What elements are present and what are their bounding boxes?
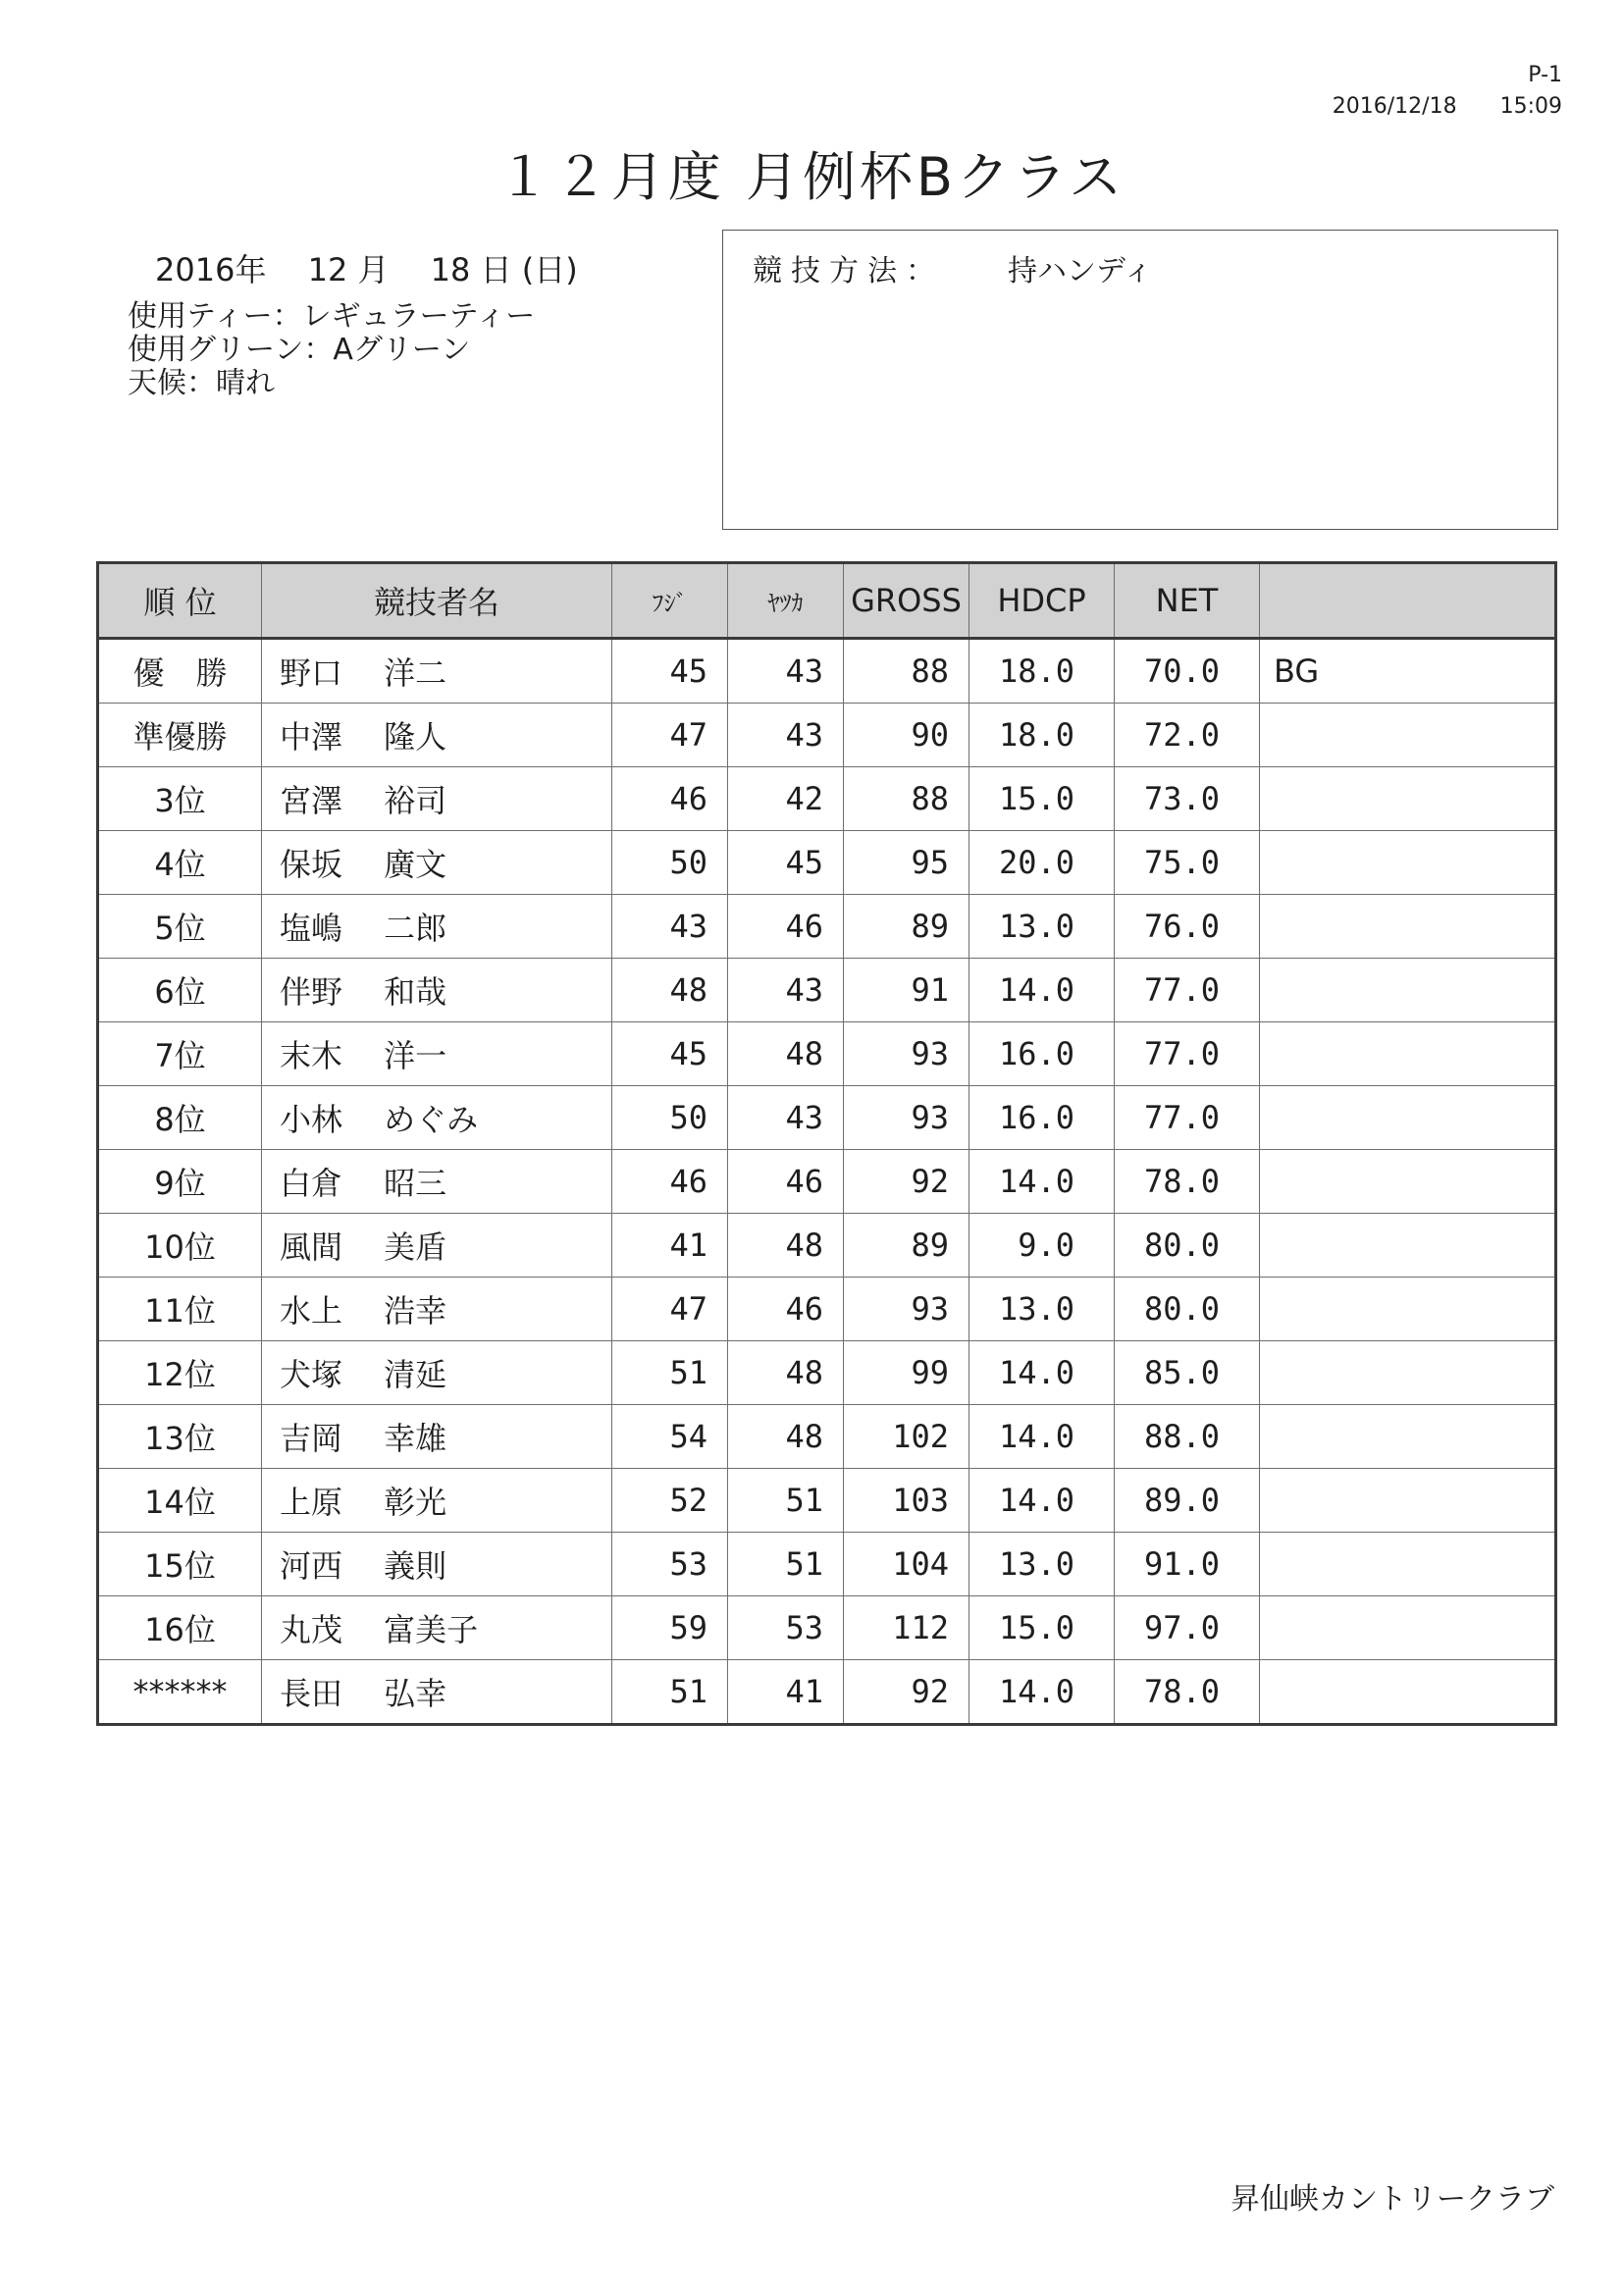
table-row [98,704,1556,767]
cell-hdcp: 15.0 [969,1596,1115,1660]
cell-gross: 92 [844,1150,969,1214]
cell-note [1260,1278,1556,1341]
cell-yatsuka: 43 [728,704,844,767]
cell-net: 73.0 [1115,767,1260,831]
cell-gross: 102 [844,1405,969,1469]
cell-yatsuka: 43 [728,639,844,704]
cell-yatsuka: 41 [728,1660,844,1725]
cell-gross: 88 [844,767,969,831]
cell-fuji: 53 [612,1533,728,1596]
cell-hdcp: 14.0 [969,1150,1115,1214]
cell-player-name: 末木 洋一 [262,1022,612,1086]
table-row [98,959,1556,1022]
cell-player-name: 犬塚 清延 [262,1341,612,1405]
cell-hdcp: 14.0 [969,1469,1115,1533]
cell-note [1260,1086,1556,1150]
cell-player-name: 小林 めぐみ [262,1086,612,1150]
cell-player-name: 伴野 和哉 [262,959,612,1022]
cell-player-name: 保坂 廣文 [262,831,612,895]
cell-net: 91.0 [1115,1533,1260,1596]
cell-hdcp: 15.0 [969,767,1115,831]
cell-fuji: 45 [612,639,728,704]
cell-note [1260,704,1556,767]
cell-yatsuka: 48 [728,1405,844,1469]
cell-net: 77.0 [1115,1022,1260,1086]
results-table [96,561,1557,1726]
results-body [98,639,1556,1725]
cell-yatsuka: 53 [728,1596,844,1660]
table-row [98,1405,1556,1469]
table-row [98,767,1556,831]
cell-rank: 10位 [98,1214,262,1278]
col-yatsuka: ﾔﾂｶ [728,563,844,639]
tee-info: 使用ティー：レギュラーティー [128,299,536,334]
cell-net: 78.0 [1115,1150,1260,1214]
cell-player-name: 風間 美盾 [262,1214,612,1278]
competition-method-box [722,230,1558,530]
cell-rank: 11位 [98,1278,262,1341]
cell-gross: 93 [844,1086,969,1150]
cell-rank: 12位 [98,1341,262,1405]
cell-hdcp: 14.0 [969,1660,1115,1725]
cell-rank: 6位 [98,959,262,1022]
cell-note [1260,831,1556,895]
cell-rank: 準優勝 [98,704,262,767]
green-info: 使用グリーン：Aグリーン [128,333,471,367]
cell-net: 76.0 [1115,895,1260,959]
cell-yatsuka: 51 [728,1533,844,1596]
cell-fuji: 43 [612,895,728,959]
cell-net: 80.0 [1115,1214,1260,1278]
cell-yatsuka: 46 [728,1150,844,1214]
cell-gross: 112 [844,1596,969,1660]
cell-rank: 9位 [98,1150,262,1214]
cell-gross: 88 [844,639,969,704]
table-row [98,1022,1556,1086]
cell-gross: 92 [844,1660,969,1725]
col-note [1260,563,1556,639]
cell-fuji: 48 [612,959,728,1022]
cell-note [1260,767,1556,831]
cell-gross: 89 [844,895,969,959]
cell-gross: 91 [844,959,969,1022]
cell-fuji: 51 [612,1660,728,1725]
cell-yatsuka: 46 [728,1278,844,1341]
cell-player-name: 水上 浩幸 [262,1278,612,1341]
cell-note [1260,1405,1556,1469]
cell-rank: 8位 [98,1086,262,1150]
cell-gross: 104 [844,1533,969,1596]
cell-rank: ****** [98,1660,262,1725]
cell-gross: 95 [844,831,969,895]
col-rank: 順 位 [98,563,262,639]
col-hdcp: HDCP [969,563,1115,639]
col-player-name: 競技者名 [262,563,612,639]
cell-note [1260,1150,1556,1214]
table-row [98,639,1556,704]
print-date: 2016/12/18 [1332,94,1457,119]
cell-hdcp: 14.0 [969,959,1115,1022]
table-row [98,1086,1556,1150]
cell-net: 85.0 [1115,1341,1260,1405]
cell-hdcp: 14.0 [969,1405,1115,1469]
cell-gross: 93 [844,1278,969,1341]
table-row [98,1533,1556,1596]
cell-net: 88.0 [1115,1405,1260,1469]
cell-net: 77.0 [1115,959,1260,1022]
table-row [98,1150,1556,1214]
cell-note [1260,1022,1556,1086]
cell-fuji: 46 [612,1150,728,1214]
cell-note [1260,895,1556,959]
cell-fuji: 41 [612,1214,728,1278]
table-row [98,1596,1556,1660]
cell-net: 78.0 [1115,1660,1260,1725]
cell-player-name: 丸茂 富美子 [262,1596,612,1660]
weather-info: 天候：晴れ [128,366,275,400]
cell-player-name: 野口 洋二 [262,639,612,704]
cell-yatsuka: 48 [728,1022,844,1086]
cell-hdcp: 18.0 [969,704,1115,767]
cell-gross: 103 [844,1469,969,1533]
cell-player-name: 宮澤 裕司 [262,767,612,831]
cell-note [1260,1660,1556,1725]
cell-hdcp: 20.0 [969,831,1115,895]
cell-fuji: 50 [612,831,728,895]
cell-gross: 93 [844,1022,969,1086]
col-net: NET [1115,563,1260,639]
cell-note: BG [1260,639,1556,704]
cell-player-name: 塩嶋 二郎 [262,895,612,959]
event-date: 2016年 12 月 18 日 (日) [155,251,578,288]
cell-net: 89.0 [1115,1469,1260,1533]
cell-rank: 4位 [98,831,262,895]
cell-note [1260,1469,1556,1533]
conditions-block [128,300,535,400]
cell-rank: 13位 [98,1405,262,1469]
table-row [98,1660,1556,1725]
cell-net: 97.0 [1115,1596,1260,1660]
cell-note [1260,1596,1556,1660]
cell-yatsuka: 48 [728,1214,844,1278]
cell-note [1260,959,1556,1022]
cell-net: 72.0 [1115,704,1260,767]
cell-net: 70.0 [1115,639,1260,704]
table-row [98,1214,1556,1278]
header-row [98,563,1556,639]
col-fuji: ﾌｼﾞ [612,563,728,639]
cell-player-name: 白倉 昭三 [262,1150,612,1214]
cell-gross: 89 [844,1214,969,1278]
page-number: P-1 [1528,63,1562,87]
cell-yatsuka: 43 [728,1086,844,1150]
cell-note [1260,1214,1556,1278]
method-value: 持ハンディ [1008,254,1153,288]
cell-yatsuka: 48 [728,1341,844,1405]
cell-hdcp: 13.0 [969,1533,1115,1596]
cell-hdcp: 13.0 [969,1278,1115,1341]
cell-hdcp: 9.0 [969,1214,1115,1278]
cell-player-name: 吉岡 幸雄 [262,1405,612,1469]
cell-fuji: 51 [612,1341,728,1405]
cell-hdcp: 13.0 [969,895,1115,959]
cell-rank: 16位 [98,1596,262,1660]
table-row [98,895,1556,959]
cell-yatsuka: 43 [728,959,844,1022]
print-datetime [1333,94,1562,119]
cell-player-name: 中澤 隆人 [262,704,612,767]
table-row [98,1469,1556,1533]
cell-hdcp: 16.0 [969,1022,1115,1086]
cell-fuji: 50 [612,1086,728,1150]
cell-note [1260,1533,1556,1596]
cell-fuji: 59 [612,1596,728,1660]
cell-hdcp: 14.0 [969,1341,1115,1405]
cell-gross: 99 [844,1341,969,1405]
cell-player-name: 長田 弘幸 [262,1660,612,1725]
table-row [98,831,1556,895]
cell-yatsuka: 51 [728,1469,844,1533]
cell-yatsuka: 42 [728,767,844,831]
cell-fuji: 52 [612,1469,728,1533]
cell-rank: 7位 [98,1022,262,1086]
cell-fuji: 46 [612,767,728,831]
cell-rank: 14位 [98,1469,262,1533]
cell-player-name: 上原 彰光 [262,1469,612,1533]
cell-net: 75.0 [1115,831,1260,895]
page-title: １２月度 月例杯Bクラス [497,146,1126,208]
cell-player-name: 河西 義則 [262,1533,612,1596]
cell-net: 77.0 [1115,1086,1260,1150]
cell-fuji: 54 [612,1405,728,1469]
cell-note [1260,1341,1556,1405]
cell-gross: 90 [844,704,969,767]
cell-fuji: 45 [612,1022,728,1086]
table-row [98,1278,1556,1341]
print-time: 15:09 [1499,94,1562,119]
cell-hdcp: 18.0 [969,639,1115,704]
cell-hdcp: 16.0 [969,1086,1115,1150]
cell-yatsuka: 45 [728,831,844,895]
method-label: 競技方法： [753,254,944,288]
cell-net: 80.0 [1115,1278,1260,1341]
table-row [98,1341,1556,1405]
cell-yatsuka: 46 [728,895,844,959]
cell-rank: 優 勝 [98,639,262,704]
cell-fuji: 47 [612,1278,728,1341]
cell-rank: 15位 [98,1533,262,1596]
cell-rank: 5位 [98,895,262,959]
cell-rank: 3位 [98,767,262,831]
cell-fuji: 47 [612,704,728,767]
club-name: 昇仙峡カントリークラブ [1230,2182,1554,2217]
col-gross: GROSS [844,563,969,639]
